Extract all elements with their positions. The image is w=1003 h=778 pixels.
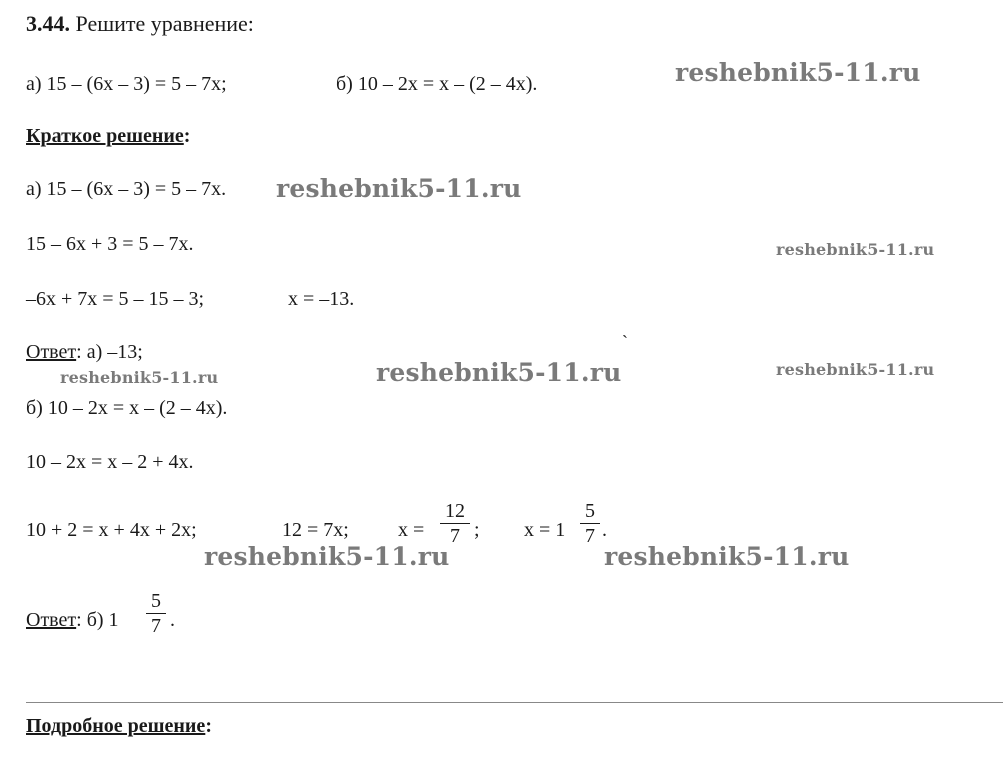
section-divider bbox=[26, 702, 1003, 703]
watermark: reshebnik5-11.ru bbox=[604, 542, 850, 571]
fraction-bar bbox=[146, 613, 166, 614]
heading-colon: : bbox=[183, 125, 191, 147]
answer-label: Ответ bbox=[26, 341, 77, 363]
watermark: reshebnik5-11.ru bbox=[204, 542, 450, 571]
task-a: а) 15 – (6x – 3) = 5 – 7x; bbox=[26, 73, 227, 95]
solution-a-line3b: x = –13. bbox=[288, 288, 355, 310]
solution-a-line3a: –6x + 7x = 5 – 15 – 3; bbox=[26, 288, 205, 310]
solution-a-line2: 15 – 6x + 3 = 5 – 7x. bbox=[26, 233, 194, 255]
fraction-12-7 bbox=[440, 500, 470, 547]
solution-b-line1: б) 10 – 2x = x – (2 – 4x). bbox=[26, 397, 228, 419]
fraction-bar bbox=[580, 523, 600, 524]
watermark: reshebnik5-11.ru bbox=[776, 240, 935, 259]
problem-header bbox=[26, 12, 254, 36]
fraction-denominator: 7 bbox=[450, 525, 460, 547]
watermark: reshebnik5-11.ru bbox=[276, 174, 522, 203]
solution-b-line3a: 10 + 2 = x + 4x + 2x; bbox=[26, 519, 197, 541]
fraction-numerator: 12 bbox=[445, 500, 465, 522]
solution-b-line3c: x = bbox=[398, 519, 425, 541]
solution-a-answer bbox=[26, 340, 143, 364]
solution-a-line1: а) 15 – (6x – 3) = 5 – 7x. bbox=[26, 178, 227, 200]
solution-b-line2: 10 – 2x = x – 2 + 4x. bbox=[26, 451, 194, 473]
fraction-denominator: 7 bbox=[151, 615, 161, 637]
short-solution-heading-text: Краткое решение bbox=[26, 125, 184, 147]
solution-b-line3b: 12 = 7x; bbox=[282, 519, 349, 541]
answer-label: Ответ bbox=[26, 609, 77, 631]
answer-text: : б) 1 bbox=[76, 609, 119, 631]
watermark: reshebnik5-11.ru bbox=[776, 360, 935, 379]
watermark: reshebnik5-11.ru bbox=[376, 358, 622, 387]
tick-mark: ˋ bbox=[622, 332, 628, 352]
period: . bbox=[602, 519, 607, 541]
semicolon: ; bbox=[474, 519, 480, 541]
detailed-solution-heading bbox=[26, 714, 212, 738]
watermark: reshebnik5-11.ru bbox=[60, 368, 219, 387]
answer-fraction-5-7 bbox=[146, 590, 166, 637]
watermark: reshebnik5-11.ru bbox=[675, 58, 921, 87]
fraction-bar bbox=[440, 523, 470, 524]
task-b: б) 10 – 2x = x – (2 – 4x). bbox=[336, 73, 538, 95]
problem-number: 3.44. bbox=[26, 11, 70, 36]
short-solution-heading bbox=[26, 124, 190, 148]
fraction-5-7 bbox=[580, 500, 600, 547]
fraction-numerator: 5 bbox=[585, 500, 595, 522]
heading-colon: : bbox=[205, 715, 212, 737]
fraction-numerator: 5 bbox=[151, 590, 161, 612]
solution-b-answer bbox=[26, 608, 119, 632]
detailed-solution-heading-text: Подробное решение bbox=[26, 715, 206, 737]
problem-title: Решите уравнение: bbox=[75, 11, 254, 36]
answer-text: : а) –13; bbox=[76, 341, 143, 363]
solution-b-line3d: x = 1 bbox=[524, 519, 566, 541]
fraction-denominator: 7 bbox=[585, 525, 595, 547]
answer-period: . bbox=[170, 609, 175, 631]
